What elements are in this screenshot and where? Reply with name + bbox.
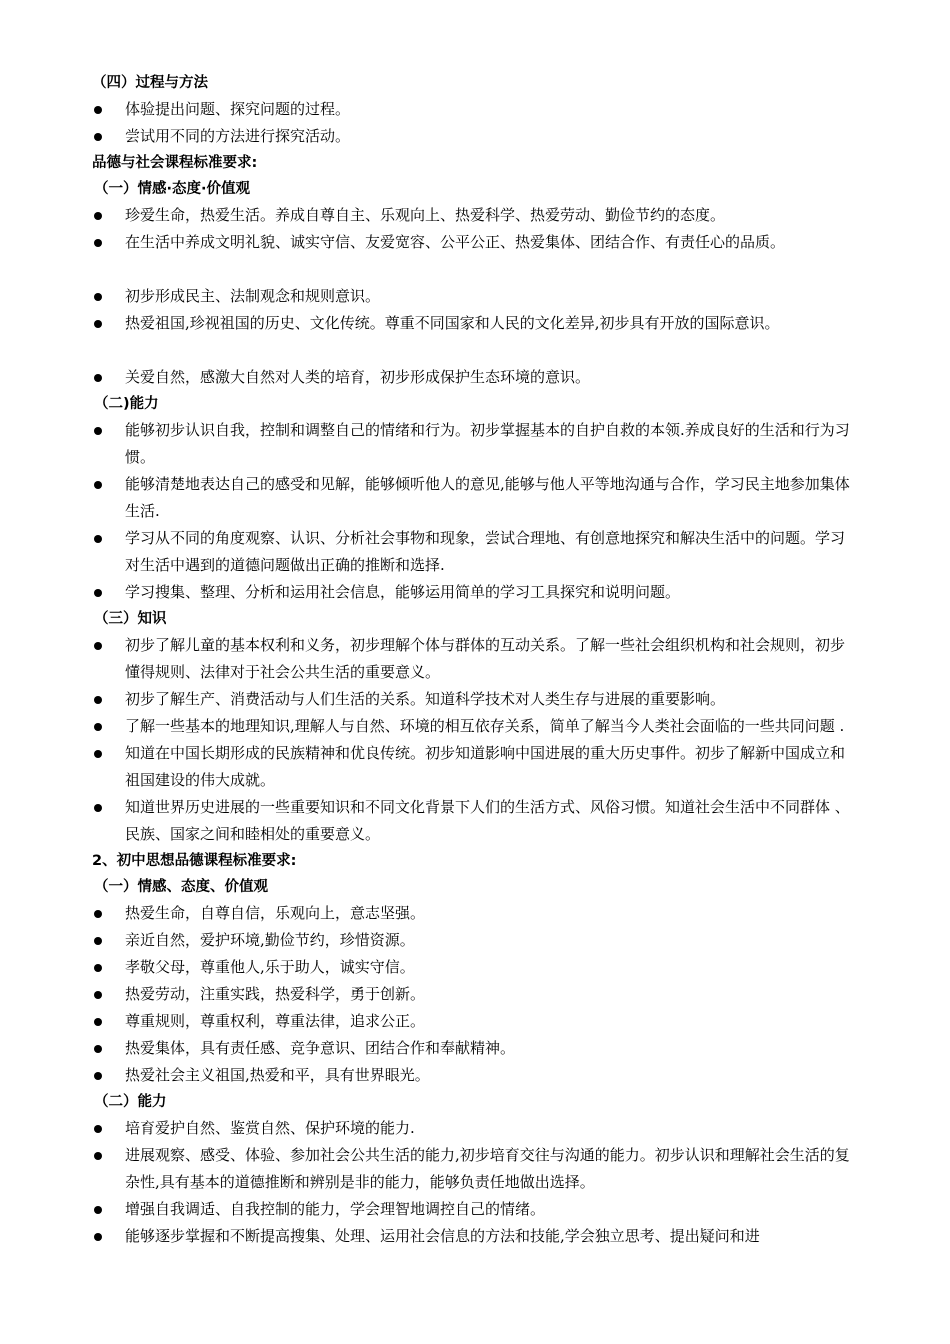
list-item: 体验提出问题、探究问题的过程。	[92, 96, 858, 123]
list-item: 能够清楚地表达自己的感受和见解，能够倾听他人的意见,能够与他人平等地沟通与合作，学习民主地参加集体生活.	[92, 471, 858, 525]
bullet-icon	[94, 239, 102, 247]
section-heading-emotion-attitude-values: （一）情感·态度·价值观	[94, 181, 251, 197]
bullet-icon	[94, 133, 102, 141]
list-item: 初步了解生产、消费活动与人们生活的关系。知道科学技术对人类生存与进展的重要影响。	[92, 686, 858, 713]
bullet-icon	[94, 991, 102, 999]
section-heading-junior-ideology: 2、初中思想品德课程标准要求:	[92, 853, 297, 869]
list-item: 珍爱生命，热爱生活。养成自尊自主、乐观向上、热爱科学、热爱劳动、勤俭节约的态度。	[92, 202, 858, 229]
section-heading-morality-society: 品德与社会课程标准要求:	[92, 155, 258, 171]
bullet-icon	[94, 1072, 102, 1080]
list-item: 热爱集体，具有责任感、竞争意识、团结合作和奉献精神。	[92, 1035, 858, 1062]
bullet-list	[92, 1115, 858, 1250]
section-heading-knowledge: （三）知识	[94, 611, 167, 627]
list-item: 培育爱护自然、鉴赏自然、保护环境的能力.	[92, 1115, 858, 1142]
bullet-icon	[94, 723, 102, 731]
section-heading-emotion-attitude-values-junior: （一）情感、态度、价值观	[94, 879, 268, 895]
list-item: 热爱社会主义祖国,热爱和平，具有世界眼光。	[92, 1062, 858, 1089]
bullet-icon	[94, 1152, 102, 1160]
bullet-icon	[94, 964, 102, 972]
list-item: 尊重规则，尊重权利，尊重法律，追求公正。	[92, 1008, 858, 1035]
bullet-icon	[94, 212, 102, 220]
list-item: 热爱生命，自尊自信，乐观向上，意志坚强。	[92, 900, 858, 927]
list-item: 亲近自然，爱护环境,勤俭节约，珍惜资源。	[92, 927, 858, 954]
bullet-icon	[94, 320, 102, 328]
bullet-icon	[94, 535, 102, 543]
bullet-icon	[94, 1233, 102, 1241]
list-item: 孝敬父母，尊重他人,乐于助人，诚实守信。	[92, 954, 858, 981]
list-item: 能够逐步掌握和不断提高搜集、处理、运用社会信息的方法和技能,学会独立思考、提出疑问和进	[92, 1223, 858, 1250]
bullet-list	[92, 632, 858, 848]
document-body	[92, 70, 858, 1250]
bullet-icon	[94, 937, 102, 945]
list-item: 关爱自然，感激大自然对人类的培育，初步形成保护生态环境的意识。	[92, 364, 858, 391]
bullet-icon	[94, 1045, 102, 1053]
bullet-list	[92, 96, 858, 150]
bullet-icon	[94, 696, 102, 704]
bullet-list	[92, 202, 858, 391]
bullet-icon	[94, 427, 102, 435]
list-item: 知道世界历史进展的一些重要知识和不同文化背景下人们的生活方式、风俗习惯。知道社会生活中不同群体 、民族、国家之间和睦相处的重要意义。	[92, 794, 858, 848]
list-item: 学习从不同的角度观察、认识、分析社会事物和现象，尝试合理地、有创意地探究和解决生活中的问题。学习对生活中遇到的道德问题做出正确的推断和选择.	[92, 525, 858, 579]
section-heading-process-method: （四）过程与方法	[92, 75, 208, 91]
section-heading-ability: （二)能力	[94, 396, 159, 412]
bullet-icon	[94, 106, 102, 114]
bullet-icon	[94, 1125, 102, 1133]
list-item: 热爱祖国,珍视祖国的历史、文化传统。尊重不同国家和人民的文化差异,初步具有开放的国际意识。	[92, 310, 858, 337]
bullet-icon	[94, 910, 102, 918]
list-item: 能够初步认识自我，控制和调整自己的情绪和行为。初步掌握基本的自护自救的本领.养成良好的生活和行为习惯。	[92, 417, 858, 471]
list-item: 知道在中国长期形成的民族精神和优良传统。初步知道影响中国进展的重大历史事件。初步了解新中国成立和祖国建设的伟大成就。	[92, 740, 858, 794]
bullet-list	[92, 900, 858, 1089]
bullet-icon	[94, 374, 102, 382]
bullet-icon	[94, 804, 102, 812]
list-item: 学习搜集、整理、分析和运用社会信息，能够运用简单的学习工具探究和说明问题。	[92, 579, 858, 606]
bullet-icon	[94, 481, 102, 489]
list-item: 在生活中养成文明礼貌、诚实守信、友爱宽容、公平公正、热爱集体、团结合作、有责任心的品质。	[92, 229, 858, 256]
section-heading-ability-junior: （二）能力	[94, 1094, 167, 1110]
bullet-icon	[94, 589, 102, 597]
bullet-icon	[94, 1206, 102, 1214]
bullet-icon	[94, 293, 102, 301]
bullet-icon	[94, 750, 102, 758]
list-item: 初步形成民主、法制观念和规则意识。	[92, 283, 858, 310]
list-item: 热爱劳动，注重实践，热爱科学，勇于创新。	[92, 981, 858, 1008]
bullet-icon	[94, 642, 102, 650]
list-item: 尝试用不同的方法进行探究活动。	[92, 123, 858, 150]
bullet-list	[92, 417, 858, 606]
list-item: 初步了解儿童的基本权利和义务，初步理解个体与群体的互动关系。了解一些社会组织机构和社会规则，初步懂得规则、法律对于社会公共生活的重要意义。	[92, 632, 858, 686]
bullet-icon	[94, 1018, 102, 1026]
list-item: 增强自我调适、自我控制的能力，学会理智地调控自己的情绪。	[92, 1196, 858, 1223]
list-item: 了解一些基本的地理知识,理解人与自然、环境的相互依存关系，简单了解当今人类社会面临的一些共同问题 .	[92, 713, 858, 740]
list-item: 进展观察、感受、体验、参加社会公共生活的能力,初步培育交往与沟通的能力。初步认识和理解社会生活的复杂性,具有基本的道德推断和辨别是非的能力，能够负责任地做出选择。	[92, 1142, 858, 1196]
